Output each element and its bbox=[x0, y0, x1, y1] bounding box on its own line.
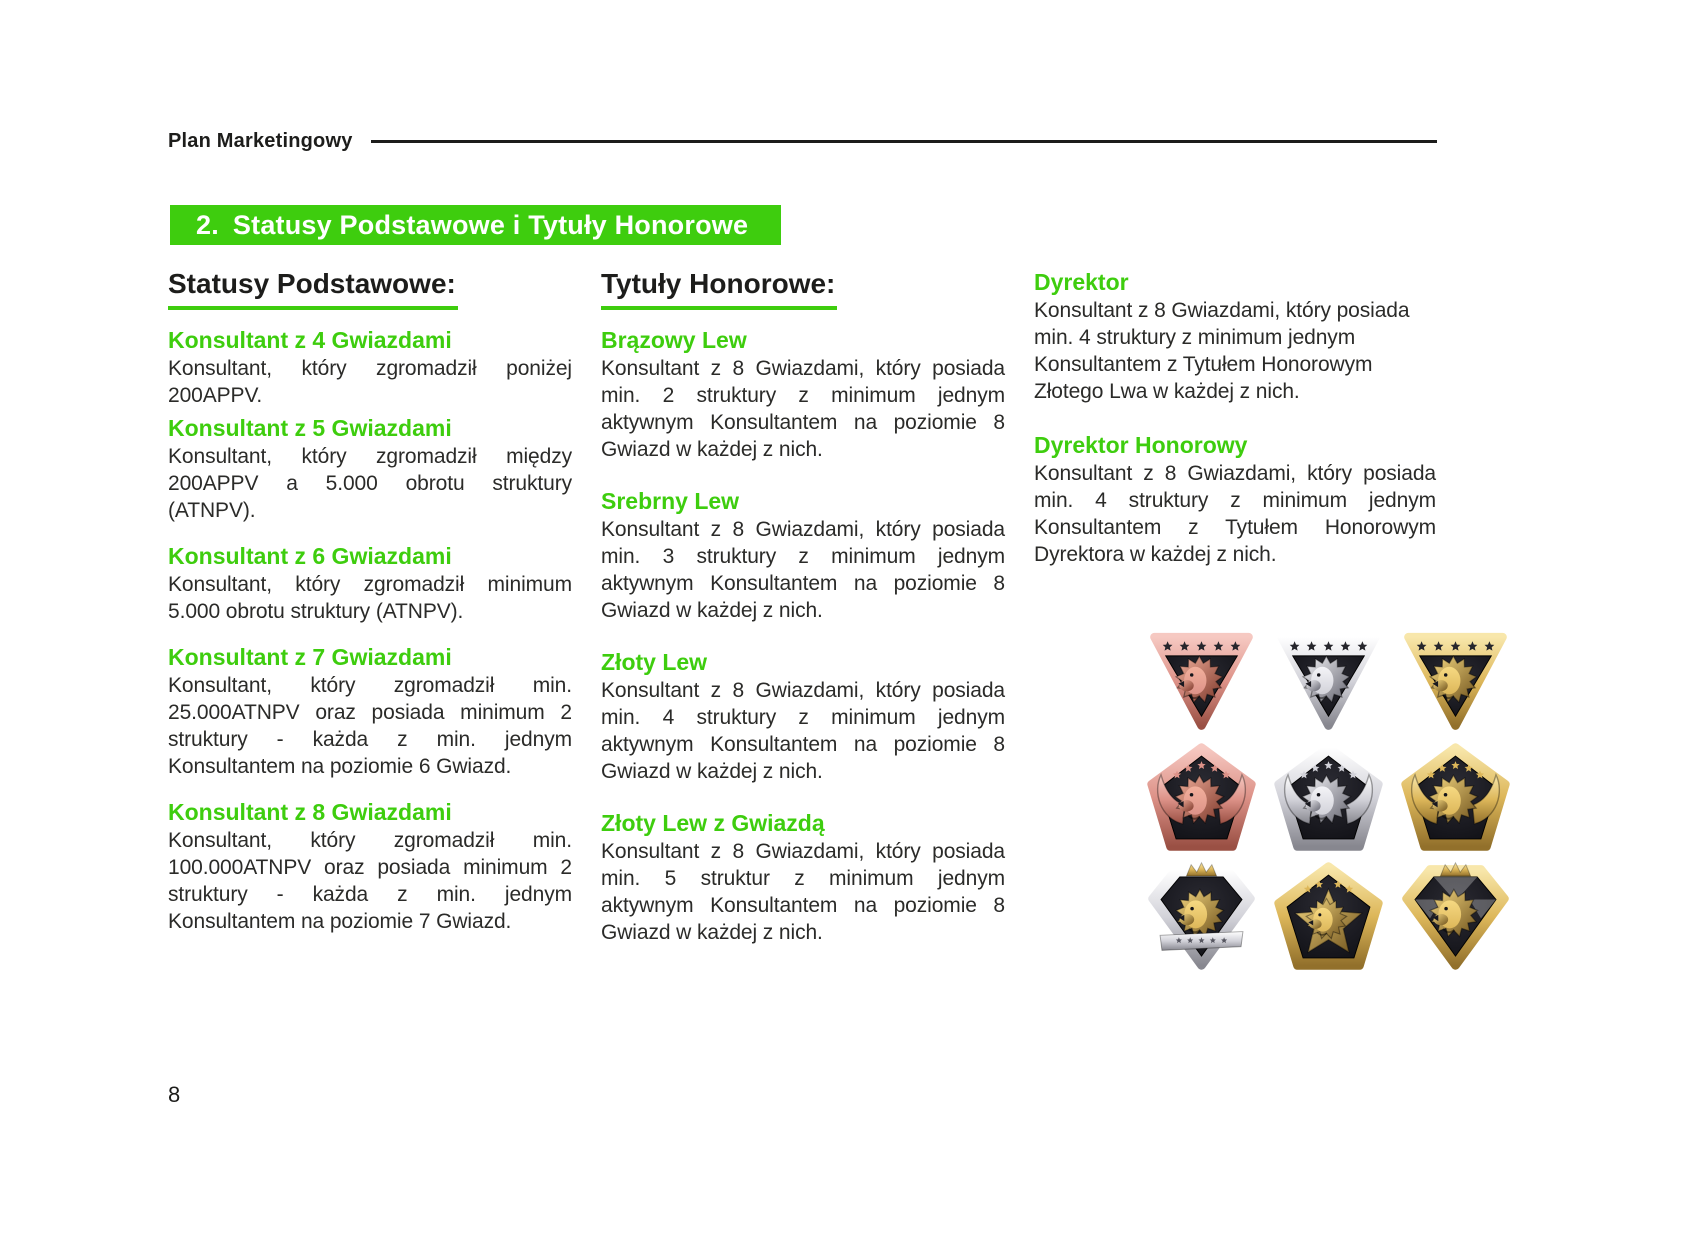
column-heading-statusy: Statusy Podstawowe: bbox=[168, 268, 458, 310]
badge-shield-gold-lion-star bbox=[1272, 860, 1385, 973]
tytuly-entries bbox=[601, 326, 1005, 946]
entry-title: Złoty Lew z Gwiazdą bbox=[601, 810, 825, 836]
entry-body: Konsultant z 8 Gwiazdami, który posiada min. 4 struktury z minimum jednym aktywnym Konsultantem na poziomie 8 Gwiazd w każdej z nich. bbox=[601, 679, 1005, 783]
status-entry bbox=[168, 643, 572, 780]
dyrektor-entries bbox=[1034, 268, 1436, 568]
status-entry bbox=[168, 326, 572, 409]
entry-body: Konsultant z 8 Gwiazdami, który posiada min. 4 struktury z minimum jednym Konsultantem z Tytułem Honorowym Dyrektora w każdej z nich. bbox=[1034, 462, 1436, 566]
status-entry bbox=[601, 809, 1005, 946]
page-number: 8 bbox=[168, 1082, 181, 1107]
entry-title: Konsultant z 4 Gwiazdami bbox=[168, 327, 452, 353]
column-dyrektor bbox=[1034, 268, 1436, 946]
entry-title: Dyrektor Honorowy bbox=[1034, 432, 1248, 458]
badge-pentagon-bronze-winged-lion bbox=[1145, 741, 1258, 854]
badge-diamond-gold-lion-crown bbox=[1399, 860, 1512, 973]
status-entry bbox=[601, 648, 1005, 785]
entry-title: Konsultant z 5 Gwiazdami bbox=[168, 415, 452, 441]
entry-body: Konsultant z 8 Gwiazdami, który posiada min. 4 struktury z minimum jednym Konsultantem z Tytułem Honorowym Złotego Lwa w każdej z nich. bbox=[1034, 299, 1410, 403]
status-entry bbox=[601, 487, 1005, 624]
document-header bbox=[168, 130, 1437, 153]
status-entry bbox=[168, 798, 572, 935]
badge-triangle-bronze-lion bbox=[1145, 622, 1258, 735]
status-entry bbox=[168, 542, 572, 625]
entry-body: Konsultant z 8 Gwiazdami, który posiada min. 3 struktury z minimum jednym aktywnym Konsultantem na poziomie 8 Gwiazd w każdej z nich. bbox=[601, 518, 1005, 622]
badge-pentagon-silver-winged-lion bbox=[1272, 741, 1385, 854]
entry-body: Konsultant, który zgromadził poniżej 200APPV. bbox=[168, 357, 572, 407]
entry-body: Konsultant z 8 Gwiazdami, który posiada min. 5 struktur z minimum jednym aktywnym Konsultantem na poziomie 8 Gwiazd w każdej z nich. bbox=[601, 840, 1005, 944]
header-title: Plan Marketingowy bbox=[168, 130, 353, 152]
entry-body: Konsultant, który zgromadził między 200APPV a 5.000 obrotu struktury (ATNPV). bbox=[168, 445, 572, 522]
column-heading-tytuly: Tytuły Honorowe: bbox=[601, 268, 837, 310]
status-entry bbox=[168, 414, 572, 524]
entry-title: Brązowy Lew bbox=[601, 327, 747, 353]
section-number: 2. bbox=[196, 209, 219, 240]
badge-pentagon-gold-winged-lion bbox=[1399, 741, 1512, 854]
content-columns bbox=[168, 268, 1437, 946]
entry-body: Konsultant, który zgromadził min. 100.000ATNPV oraz posiada minimum 2 struktury - każda z min. jednym Konsultantem na poziomie 7 Gwiazd. bbox=[168, 829, 572, 933]
entry-title: Konsultant z 7 Gwiazdami bbox=[168, 644, 452, 670]
column-tytuly-honorowe bbox=[601, 268, 1005, 946]
badge-diamond-silver-gold-lion-ribbon bbox=[1145, 860, 1258, 973]
entry-body: Konsultant, który zgromadził min. 25.000ATNPV oraz posiada minimum 2 struktury - każda z min. jednym Konsultantem na poziomie 6 Gwiazd. bbox=[168, 674, 572, 778]
section-title: Statusy Podstawowe i Tytuły Honorowe bbox=[232, 209, 749, 240]
entry-body: Konsultant z 8 Gwiazdami, który posiada min. 2 struktury z minimum jednym aktywnym Konsultantem na poziomie 8 Gwiazd w każdej z nich. bbox=[601, 357, 1005, 461]
section-banner bbox=[170, 205, 781, 245]
entry-title: Złoty Lew bbox=[601, 649, 708, 675]
status-entry bbox=[601, 326, 1005, 463]
badge-triangle-gold-lion bbox=[1399, 622, 1512, 735]
column-statusy-podstawowe bbox=[168, 268, 572, 946]
status-entry bbox=[1034, 268, 1436, 405]
header-rule bbox=[371, 140, 1437, 143]
badge-triangle-silver-lion bbox=[1272, 622, 1385, 735]
entry-title: Dyrektor bbox=[1034, 269, 1129, 295]
crown-icon bbox=[1440, 863, 1470, 876]
statusy-entries bbox=[168, 326, 572, 935]
badges-grid bbox=[1145, 622, 1526, 973]
entry-title: Srebrny Lew bbox=[601, 488, 740, 514]
entry-title: Konsultant z 8 Gwiazdami bbox=[168, 799, 452, 825]
entry-title: Konsultant z 6 Gwiazdami bbox=[168, 543, 452, 569]
entry-body: Konsultant, który zgromadził minimum 5.000 obrotu struktury (ATNPV). bbox=[168, 573, 572, 623]
status-entry bbox=[1034, 431, 1436, 568]
crown-icon bbox=[1186, 863, 1216, 876]
